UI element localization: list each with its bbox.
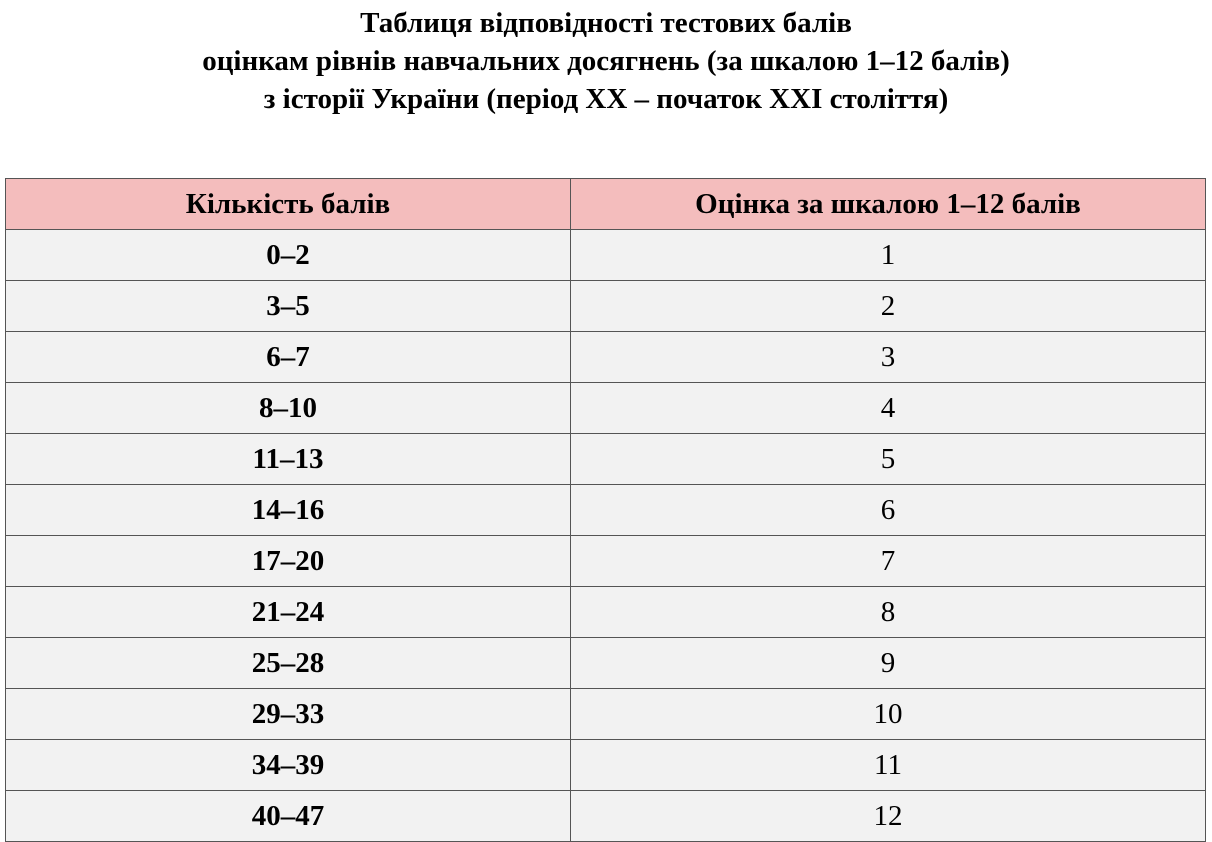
grade-cell: 8	[571, 587, 1206, 638]
grade-cell: 11	[571, 740, 1206, 791]
score-range-cell: 6–7	[6, 332, 571, 383]
grade-cell: 1	[571, 230, 1206, 281]
header-score: Кількість балів	[6, 179, 571, 230]
table-row	[6, 740, 1206, 791]
table-row	[6, 536, 1206, 587]
score-range-cell: 11–13	[6, 434, 571, 485]
grade-cell: 10	[571, 689, 1206, 740]
score-range-cell: 25–28	[6, 638, 571, 689]
header-row	[6, 179, 1206, 230]
grade-cell: 5	[571, 434, 1206, 485]
score-range-cell: 40–47	[6, 791, 571, 842]
table-row	[6, 638, 1206, 689]
grade-cell: 9	[571, 638, 1206, 689]
table-row	[6, 689, 1206, 740]
grade-cell: 4	[571, 383, 1206, 434]
score-range-cell: 21–24	[6, 587, 571, 638]
grade-cell: 7	[571, 536, 1206, 587]
document-title	[0, 4, 1212, 118]
header-grade: Оцінка за шкалою 1–12 балів	[571, 179, 1206, 230]
title-line-3: з історії України (період XX – початок XXI століття)	[263, 83, 949, 115]
table-row	[6, 485, 1206, 536]
score-range-cell: 29–33	[6, 689, 571, 740]
score-range-cell: 17–20	[6, 536, 571, 587]
score-range-cell: 34–39	[6, 740, 571, 791]
score-range-cell: 3–5	[6, 281, 571, 332]
grade-cell: 2	[571, 281, 1206, 332]
grade-cell: 6	[571, 485, 1206, 536]
table-row	[6, 230, 1206, 281]
score-range-cell: 0–2	[6, 230, 571, 281]
score-range-cell: 14–16	[6, 485, 571, 536]
table-row	[6, 332, 1206, 383]
table-row	[6, 791, 1206, 842]
table-header	[6, 179, 1206, 230]
table-body	[6, 230, 1206, 842]
table-row	[6, 587, 1206, 638]
title-line-1: Таблиця відповідності тестових балів	[360, 7, 852, 39]
grade-cell: 12	[571, 791, 1206, 842]
table-row	[6, 434, 1206, 485]
score-range-cell: 8–10	[6, 383, 571, 434]
table-row	[6, 383, 1206, 434]
score-conversion-table	[5, 178, 1206, 842]
grade-cell: 3	[571, 332, 1206, 383]
table-row	[6, 281, 1206, 332]
title-line-2: оцінкам рівнів навчальних досягнень (за шкалою 1–12 балів)	[202, 45, 1010, 77]
